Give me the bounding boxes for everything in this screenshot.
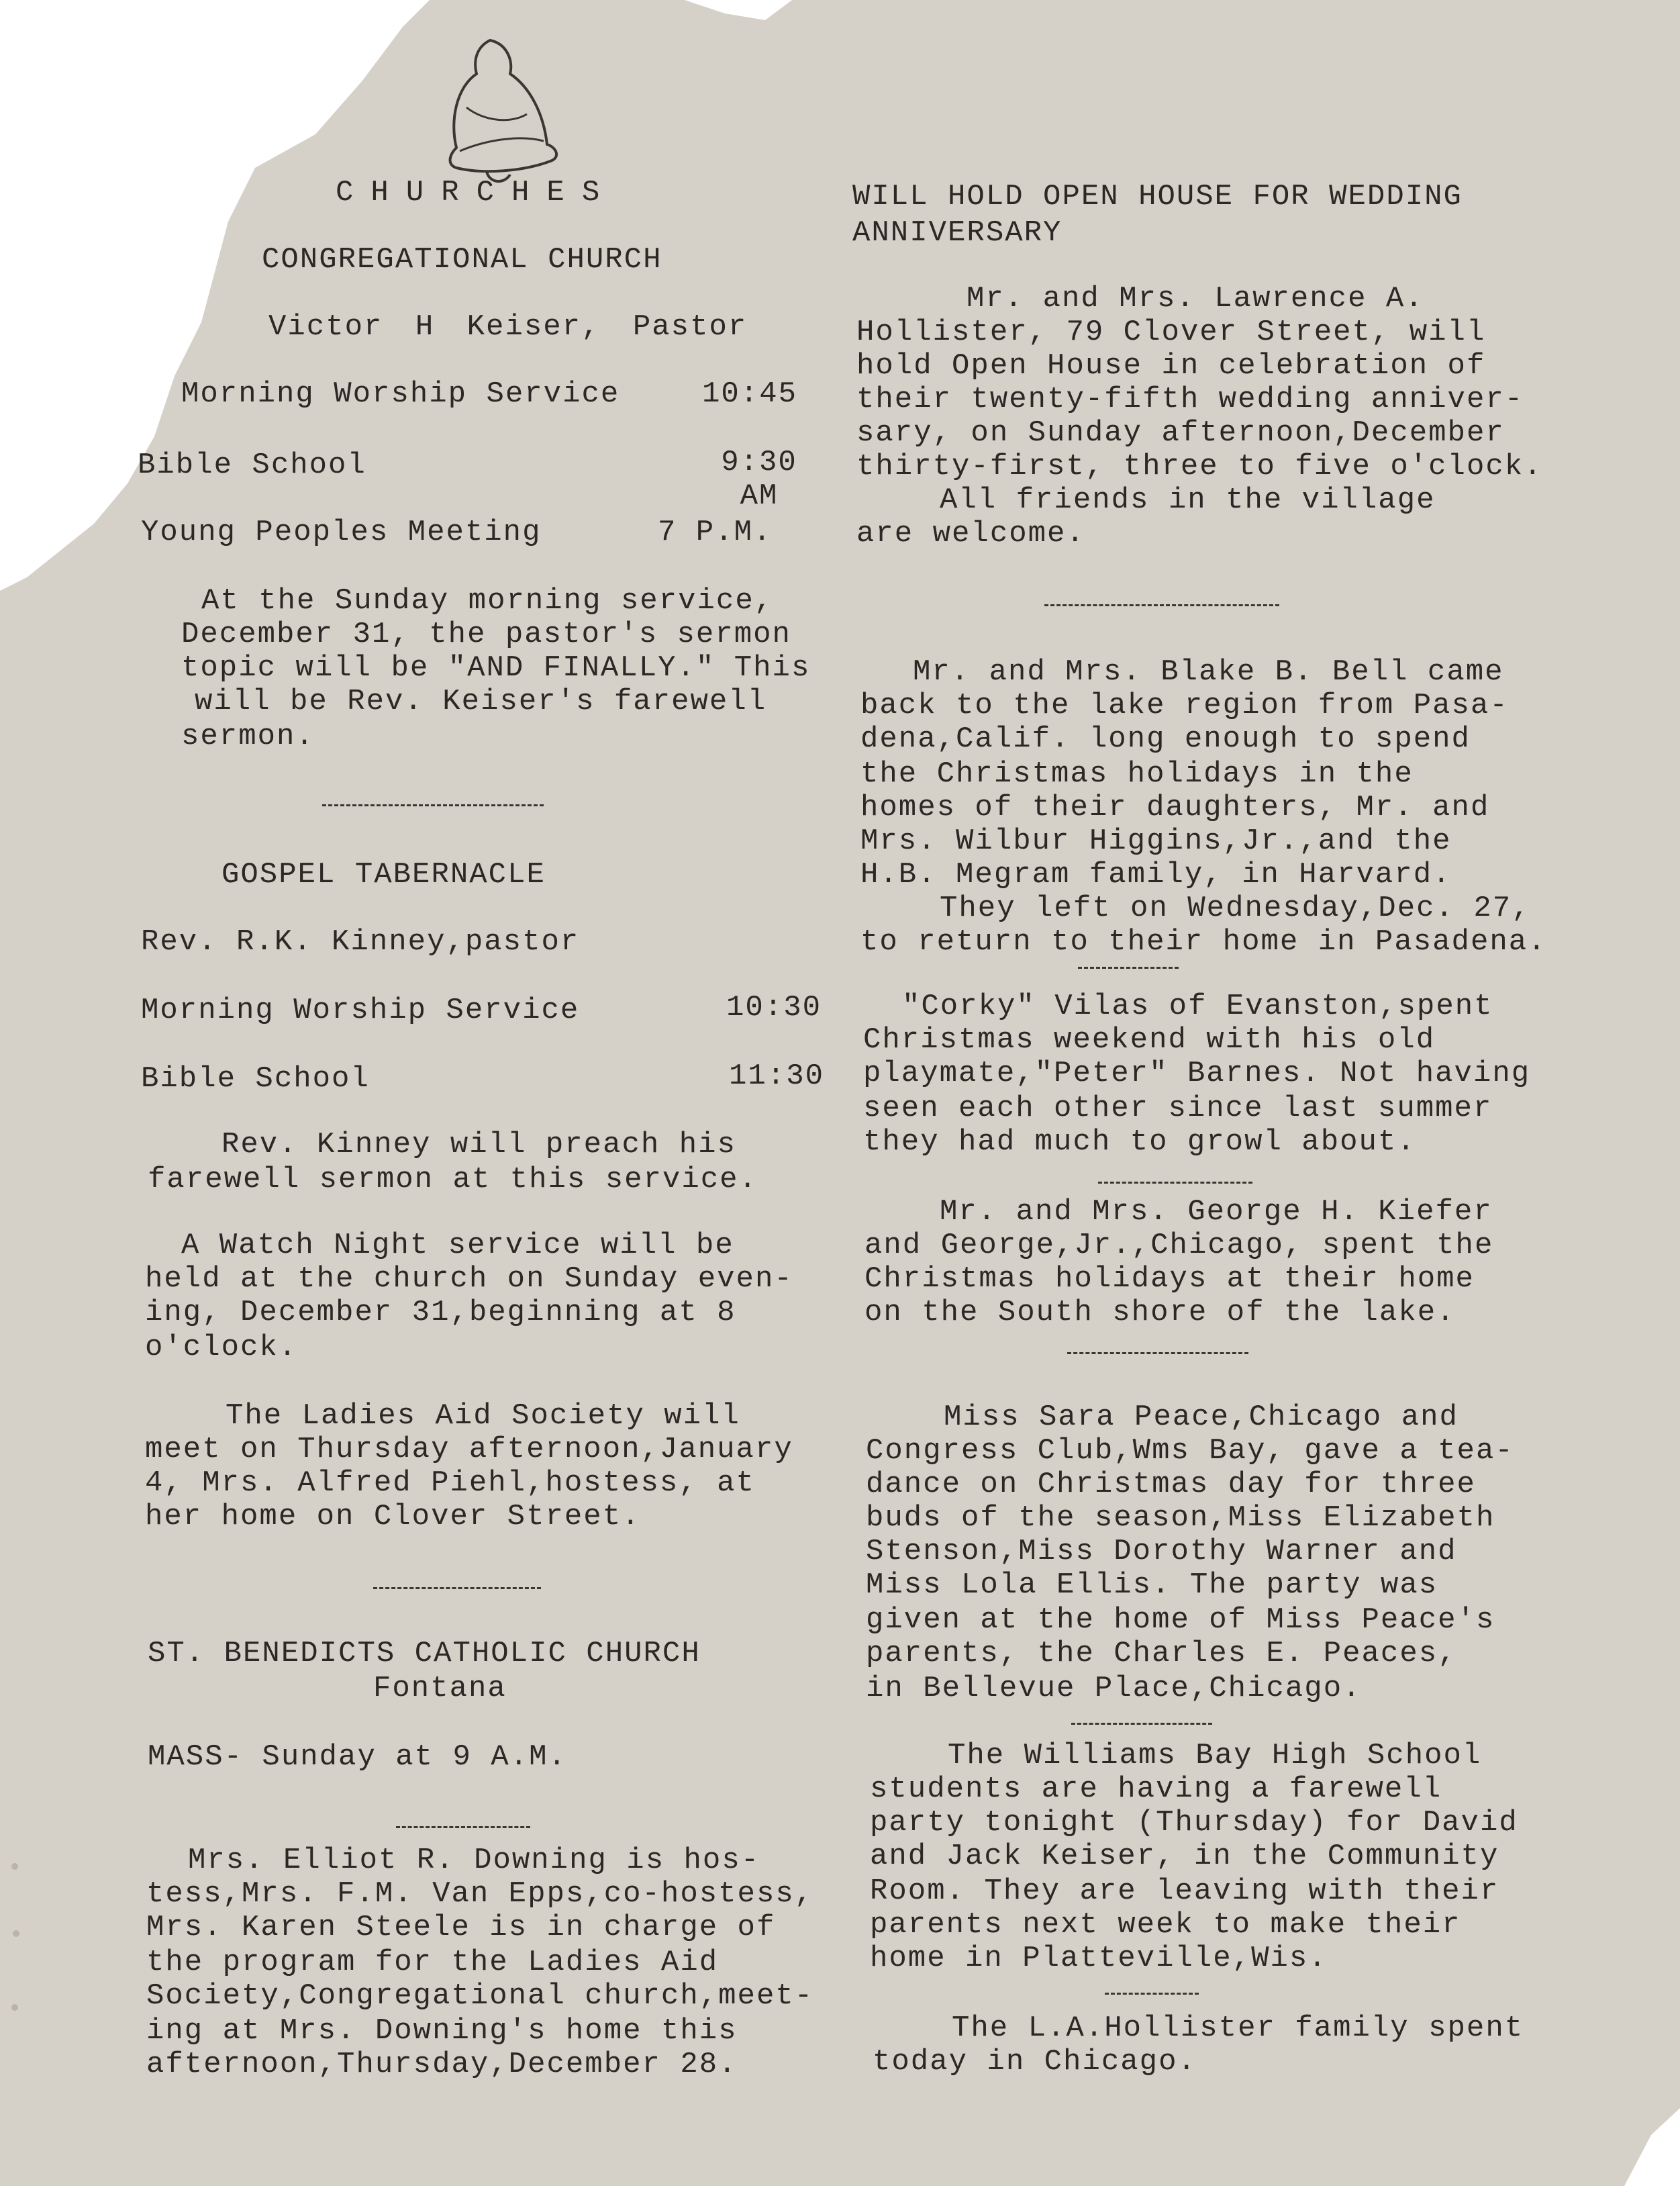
headline: ANNIVERSARY — [852, 216, 1063, 250]
story-line: party tonight (Thursday) for David — [870, 1806, 1518, 1840]
story-line: and George,Jr.,Chicago, spent the — [864, 1229, 1494, 1262]
notice-line: At the Sunday morning service, — [201, 584, 774, 618]
story-line: Room. They are leaving with their — [870, 1874, 1499, 1908]
divider — [1067, 1352, 1248, 1354]
divider — [1071, 1723, 1212, 1725]
story-line: home in Platteville,Wis. — [870, 1942, 1328, 1975]
story-line: today in Chicago. — [873, 2045, 1197, 2079]
notice-line: her home on Clover Street. — [145, 1500, 641, 1533]
schedule-label: Bible School — [138, 448, 366, 482]
st-benedicts-location: Fontana — [373, 1672, 507, 1705]
notice-line: farewell sermon at this service. — [148, 1163, 758, 1196]
notice-line: ing at Mrs. Downing's home this — [146, 2014, 738, 2048]
story-line: Mrs. Wilbur Higgins,Jr.,and the — [860, 824, 1452, 858]
story-line: they had much to growl about. — [863, 1125, 1416, 1159]
notice-line: sermon. — [181, 720, 315, 753]
notice-line: Society,Congregational church,meet- — [146, 1979, 814, 2013]
notice-line: the program for the Ladies Aid — [146, 1946, 719, 1979]
bell-icon — [409, 34, 584, 195]
story-line: Hollister, 79 Clover Street, will — [856, 316, 1486, 349]
story-line: given at the home of Miss Peace's — [866, 1603, 1495, 1637]
divider — [1105, 1993, 1199, 1995]
punch-marks-decoration — [7, 1853, 27, 2028]
notice-line: topic will be "AND FINALLY." This — [181, 651, 811, 685]
st-benedicts-mass: MASS- Sunday at 9 A.M. — [148, 1740, 567, 1774]
story-line: and Jack Keiser, in the Community — [870, 1840, 1499, 1873]
schedule-label: Morning Worship Service — [141, 994, 580, 1027]
story-line: Congress Club,Wms Bay, gave a tea- — [866, 1434, 1514, 1468]
gospel-title: GOSPEL TABERNACLE — [221, 858, 546, 892]
notice-line: o'clock. — [145, 1331, 298, 1364]
notice-line: will be Rev. Keiser's farewell — [195, 685, 767, 718]
headline: WILL HOLD OPEN HOUSE FOR WEDDING — [852, 180, 1463, 213]
congregational-title: CONGREGATIONAL CHURCH — [262, 243, 662, 277]
story-line: back to the lake region from Pasa- — [860, 689, 1509, 722]
story-line: H.B. Megram family, in Harvard. — [860, 858, 1452, 892]
divider — [1098, 1182, 1252, 1184]
notice-line: Mrs. Elliot R. Downing is hos- — [188, 1844, 760, 1877]
story-line: playmate,"Peter" Barnes. Not having — [863, 1057, 1531, 1090]
story-line: buds of the season,Miss Elizabeth — [866, 1501, 1495, 1535]
schedule-time: 7 P.M. — [658, 516, 773, 549]
story-line: Stenson,Miss Dorothy Warner and — [866, 1535, 1457, 1568]
schedule-time: 10:45 — [702, 377, 798, 411]
notice-line: Rev. Kinney will preach his — [221, 1128, 736, 1161]
story-line: homes of their daughters, Mr. and — [860, 791, 1490, 824]
story-line: Miss Lola Ellis. The party was — [866, 1568, 1438, 1602]
notice-line: 4, Mrs. Alfred Piehl,hostess, at — [145, 1466, 755, 1500]
schedule-time: 9:30 AM — [721, 446, 797, 513]
story-line: parents next week to make their — [870, 1908, 1461, 1942]
st-benedicts-title: ST. BENEDICTS CATHOLIC CHURCH — [148, 1637, 701, 1670]
schedule-label: Young Peoples Meeting — [141, 516, 542, 549]
schedule-label: Bible School — [141, 1062, 370, 1096]
story-line: Mr. and Mrs. George H. Kiefer — [940, 1195, 1493, 1229]
story-line: The L.A.Hollister family spent — [952, 2011, 1524, 2045]
story-line: Christmas holidays at their home — [864, 1262, 1475, 1296]
story-line: on the South shore of the lake. — [864, 1296, 1456, 1329]
story-line: to return to their home in Pasadena. — [860, 925, 1547, 959]
schedule-time: 10:30 — [726, 991, 822, 1025]
story-line: dance on Christmas day for three — [866, 1468, 1476, 1501]
notice-line: ing, December 31,beginning at 8 — [145, 1296, 736, 1329]
gospel-pastor: Rev. R.K. Kinney,pastor — [141, 925, 580, 959]
story-line: The Williams Bay High School — [948, 1739, 1482, 1772]
divider — [322, 804, 544, 806]
story-line: are welcome. — [856, 517, 1085, 551]
story-line: in Bellevue Place,Chicago. — [866, 1672, 1362, 1705]
story-line: "Corky" Vilas of Evanston,spent — [902, 990, 1493, 1023]
congregational-pastor: Victor H Keiser, Pastor — [268, 310, 748, 344]
story-line: dena,Calif. long enough to spend — [860, 722, 1471, 756]
schedule-time: 11:30 — [729, 1059, 825, 1093]
story-line: the Christmas holidays in the — [860, 757, 1414, 791]
divider — [1078, 967, 1179, 969]
story-line: Mr. and Mrs. Lawrence A. — [967, 282, 1424, 316]
notice-line: held at the church on Sunday even- — [145, 1262, 793, 1296]
story-line: thirty-first, three to five o'clock. — [856, 450, 1543, 483]
notice-line: The Ladies Aid Society will — [226, 1399, 740, 1433]
story-line: Christmas weekend with his old — [863, 1023, 1436, 1057]
story-line: Miss Sara Peace,Chicago and — [944, 1400, 1459, 1434]
notice-line: tess,Mrs. F.M. Van Epps,co-hostess, — [146, 1877, 814, 1911]
story-line: parents, the Charles E. Peaces, — [866, 1637, 1457, 1670]
story-line: students are having a farewell — [870, 1772, 1442, 1806]
divider — [373, 1587, 541, 1589]
notice-line: Mrs. Karen Steele is in charge of — [146, 1911, 776, 1944]
story-line: They left on Wednesday,Dec. 27, — [940, 892, 1531, 925]
notice-line: meet on Thursday afternoon,January — [145, 1433, 793, 1466]
story-line: hold Open House in celebration of — [856, 349, 1486, 383]
notice-line: December 31, the pastor's sermon — [181, 618, 791, 651]
notice-line: afternoon,Thursday,December 28. — [146, 2048, 738, 2081]
divider — [396, 1826, 530, 1828]
story-line: Mr. and Mrs. Blake B. Bell came — [913, 655, 1504, 689]
story-line: All friends in the village — [940, 483, 1436, 517]
story-line: their twenty-fifth wedding anniver- — [856, 383, 1524, 416]
divider — [1044, 604, 1279, 606]
notice-line: A Watch Night service will be — [181, 1229, 734, 1262]
story-line: seen each other since last summer — [863, 1092, 1493, 1125]
churches-heading: CHURCHES — [336, 176, 617, 209]
story-line: sary, on Sunday afternoon,December — [856, 416, 1505, 450]
schedule-label: Morning Worship Service — [181, 377, 620, 411]
